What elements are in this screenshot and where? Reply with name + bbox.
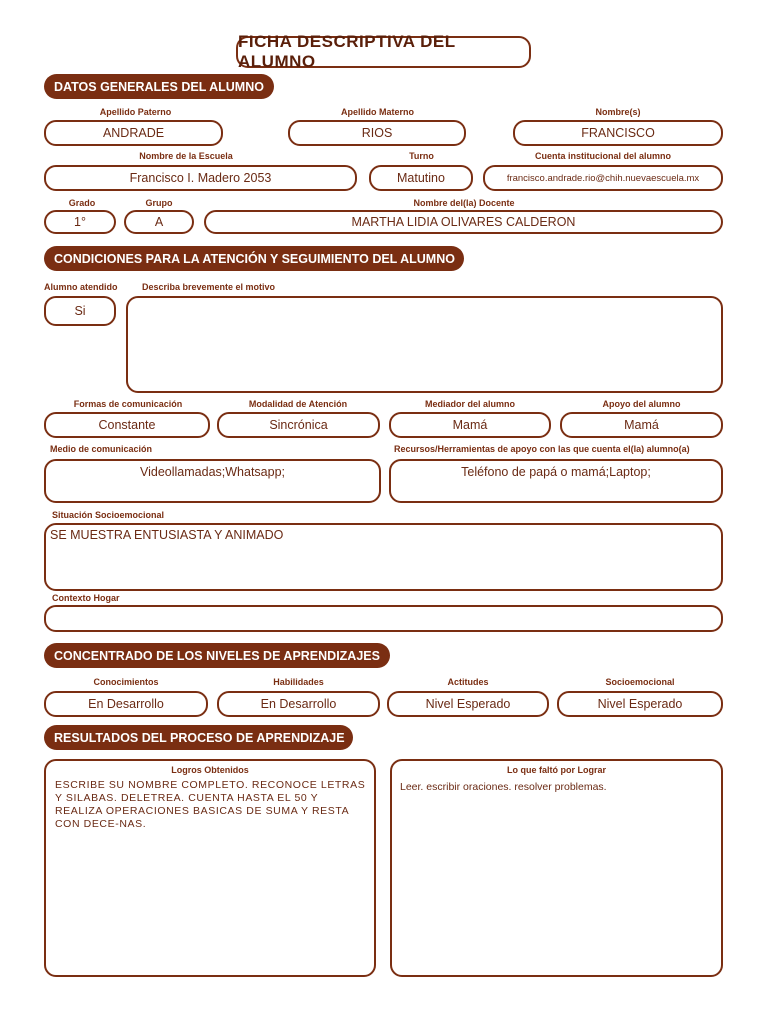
docente-label: Nombre del(la) Docente (413, 198, 515, 208)
falto-box[interactable] (390, 759, 723, 977)
habilidades-label: Habilidades (273, 677, 324, 687)
logros-box[interactable] (44, 759, 376, 977)
contexto-hogar-field[interactable] (44, 605, 723, 632)
medio-comunicacion-label: Medio de comunicación (50, 444, 153, 454)
contexto-hogar-label: Contexto Hogar (52, 593, 120, 603)
recursos-field[interactable]: Teléfono de papá o mamá;Laptop; (389, 459, 723, 503)
logros-label: Logros Obtenidos (171, 765, 249, 775)
cuenta-field[interactable]: francisco.andrade.rio@chih.nuevaescuela.mx (483, 165, 723, 191)
apellido-paterno-field[interactable]: ANDRADE (44, 120, 223, 146)
apoyo-field[interactable]: Mamá (560, 412, 723, 438)
medio-comunicacion-field[interactable]: Videollamadas;Whatsapp; (44, 459, 381, 503)
apoyo-label: Apoyo del alumno (602, 399, 681, 409)
section-header-niveles: CONCENTRADO DE LOS NIVELES DE APRENDIZAJES (44, 643, 390, 668)
mediador-field[interactable]: Mamá (389, 412, 551, 438)
habilidades-field[interactable]: En Desarrollo (217, 691, 380, 717)
actitudes-field[interactable]: Nivel Esperado (387, 691, 549, 717)
grado-field[interactable]: 1° (44, 210, 116, 234)
section-header-datos-generales: DATOS GENERALES DEL ALUMNO (44, 74, 274, 99)
conocimientos-label: Conocimientos (93, 677, 159, 687)
nombres-label: Nombre(s) (595, 107, 641, 117)
modalidad-field[interactable]: Sincrónica (217, 412, 380, 438)
actitudes-label: Actitudes (447, 677, 489, 687)
alumno-atendido-label: Alumno atendido (44, 282, 118, 292)
section-header-condiciones: CONDICIONES PARA LA ATENCIÓN Y SEGUIMIENTO DEL ALUMNO (44, 246, 464, 271)
nombres-field[interactable]: FRANCISCO (513, 120, 723, 146)
turno-field[interactable]: Matutino (369, 165, 473, 191)
escuela-label: Nombre de la Escuela (139, 151, 233, 161)
section-header-resultados: RESULTADOS DEL PROCESO DE APRENDIZAJE (44, 725, 353, 750)
grado-label: Grado (68, 198, 96, 208)
formas-comunicacion-field[interactable]: Constante (44, 412, 210, 438)
turno-label: Turno (409, 151, 434, 161)
modalidad-label: Modalidad de Atención (248, 399, 348, 409)
logros-text: ESCRIBE SU NOMBRE COMPLETO. RECONOCE LETRAS Y SILABAS. DELETREA. CUENTA HASTA EL 50 Y REALIZA OPERACIONES BASICAS DE SUMA Y RESTA CON DECE-NAS. (55, 779, 366, 830)
formas-comunicacion-label: Formas de comunicación (73, 399, 183, 409)
motivo-field[interactable] (126, 296, 723, 393)
apellido-materno-label: Apellido Materno (340, 107, 414, 117)
cuenta-label: Cuenta institucional del alumno (534, 151, 671, 161)
motivo-label: Describa brevemente el motivo (142, 282, 276, 292)
grupo-field[interactable]: A (124, 210, 194, 234)
conocimientos-field[interactable]: En Desarrollo (44, 691, 208, 717)
recursos-label: Recursos/Herramientas de apoyo con las que cuenta el(la) alumno(a) (394, 444, 690, 454)
socioemocional-label: Socioemocional (605, 677, 675, 687)
grupo-label: Grupo (145, 198, 173, 208)
situacion-socioemocional-label: Situación Socioemocional (52, 510, 165, 520)
apellido-paterno-label: Apellido Paterno (99, 107, 172, 117)
falto-text: Leer. escribir oraciones. resolver problemas. (400, 781, 607, 793)
falto-label: Lo que faltó por Lograr (507, 765, 606, 775)
situacion-socioemocional-field[interactable]: SE MUESTRA ENTUSIASTA Y ANIMADO (44, 523, 723, 591)
escuela-field[interactable]: Francisco I. Madero 2053 (44, 165, 357, 191)
page-title: FICHA DESCRIPTIVA DEL ALUMNO (236, 36, 531, 68)
mediador-label: Mediador del alumno (424, 399, 515, 409)
socioemocional-field[interactable]: Nivel Esperado (557, 691, 723, 717)
alumno-atendido-field[interactable]: Si (44, 296, 116, 326)
docente-field[interactable]: MARTHA LIDIA OLIVARES CALDERON (204, 210, 723, 234)
apellido-materno-field[interactable]: RIOS (288, 120, 466, 146)
